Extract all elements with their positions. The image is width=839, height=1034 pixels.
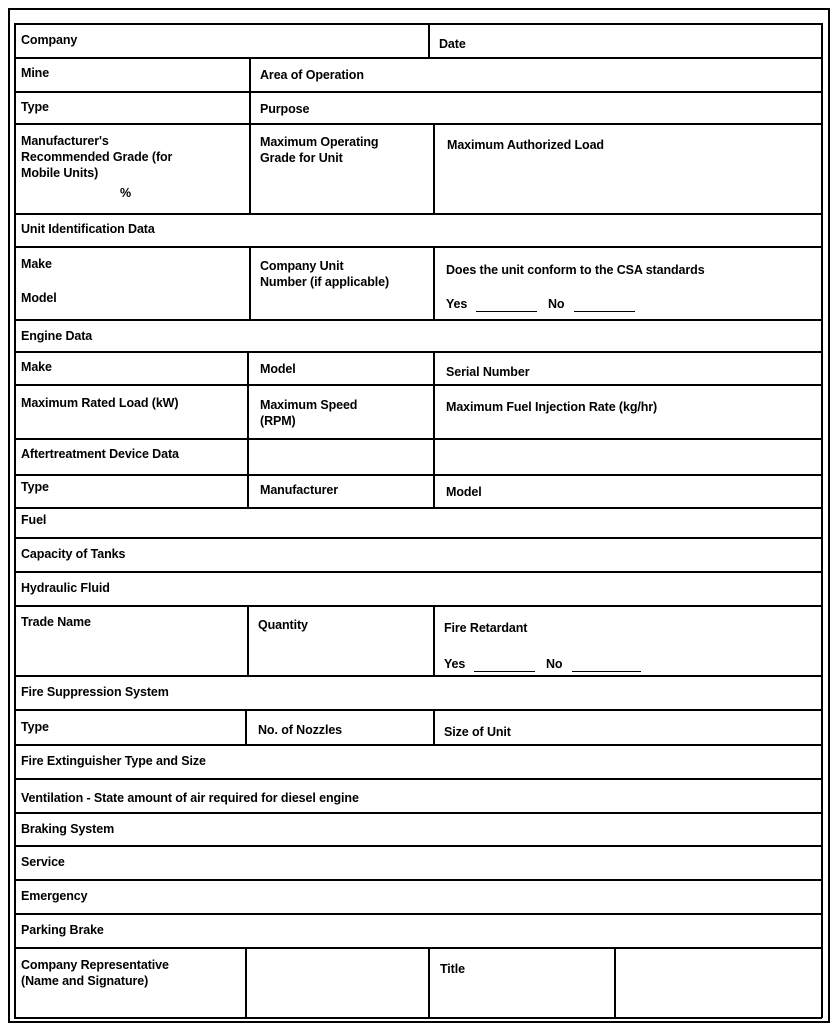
aftertreatment-heading: Aftertreatment Device Data — [21, 447, 179, 461]
rule — [14, 812, 822, 814]
rule — [14, 744, 822, 746]
rule — [433, 246, 435, 319]
service-label: Service — [21, 855, 65, 869]
make-label: Make — [21, 257, 52, 271]
engine-model-label: Model — [260, 362, 296, 376]
engine-make-label: Make — [21, 360, 52, 374]
csa-yes-label: Yes — [446, 297, 468, 311]
area-of-operation-label: Area of Operation — [260, 68, 364, 82]
rule — [14, 438, 822, 440]
trade-name-label: Trade Name — [21, 615, 91, 629]
company-unit-label-line1: Company Unit — [260, 259, 344, 273]
fire-retardant-no-label: No — [546, 657, 563, 671]
max-op-grade-label-line1: Maximum Operating — [260, 135, 379, 149]
ventilation-label: Ventilation - State amount of air required for diesel engine — [21, 791, 359, 805]
fire-retardant-yes-label: Yes — [444, 657, 466, 671]
rule — [428, 23, 430, 57]
rule — [14, 319, 822, 321]
max-rated-load-label: Maximum Rated Load (kW) — [21, 396, 179, 410]
rule — [14, 23, 822, 25]
company-representative-label-line1: Company Representative — [21, 958, 169, 972]
rule — [247, 351, 249, 507]
rule — [14, 605, 822, 607]
rule — [14, 507, 822, 509]
title-label: Title — [440, 962, 465, 976]
csa-no-field[interactable] — [574, 311, 635, 312]
type-label: Type — [21, 100, 49, 114]
capacity-of-tanks-label: Capacity of Tanks — [21, 547, 126, 561]
rule — [433, 123, 435, 213]
rule — [14, 709, 822, 711]
mine-label: Mine — [21, 66, 50, 80]
max-fuel-injection-label: Maximum Fuel Injection Rate (kg/hr) — [446, 400, 658, 414]
max-op-grade-label-line2: Grade for Unit — [260, 151, 343, 165]
rule — [245, 947, 247, 1017]
hydraulic-fluid-heading: Hydraulic Fluid — [21, 581, 110, 595]
rule — [433, 605, 435, 675]
rule — [14, 778, 822, 780]
emergency-label: Emergency — [21, 889, 88, 903]
rule — [14, 845, 822, 847]
aftertreatment-type-label: Type — [21, 480, 49, 494]
rule — [249, 246, 251, 319]
rule — [14, 213, 822, 215]
max-speed-label-line1: Maximum Speed — [260, 398, 358, 412]
rule — [14, 474, 822, 476]
fire-retardant-no-field[interactable] — [572, 671, 641, 672]
aftertreatment-manufacturer-label: Manufacturer — [260, 483, 338, 497]
unit-identification-heading: Unit Identification Data — [21, 222, 155, 236]
mfr-grade-label-line2: Recommended Grade (for — [21, 150, 173, 164]
rule — [14, 913, 822, 915]
company-label: Company — [21, 33, 78, 47]
mfr-grade-label-line1: Manufacturer's — [21, 134, 109, 148]
fuel-label: Fuel — [21, 513, 47, 527]
rule — [14, 23, 16, 1018]
rule — [14, 91, 822, 93]
percent-sign: % — [120, 186, 132, 200]
rule — [433, 351, 435, 507]
rule — [14, 57, 822, 59]
rule — [14, 246, 822, 248]
mfr-grade-label-line3: Mobile Units) — [21, 166, 99, 180]
rule — [14, 947, 822, 949]
model-label: Model — [21, 291, 57, 305]
rule — [821, 23, 823, 1018]
engine-data-heading: Engine Data — [21, 329, 93, 343]
date-label: Date — [439, 37, 466, 51]
max-speed-label-line2: (RPM) — [260, 414, 296, 428]
max-authorized-load-label: Maximum Authorized Load — [447, 138, 604, 152]
rule — [247, 605, 249, 675]
rule — [14, 879, 822, 881]
company-representative-label-line2: (Name and Signature) — [21, 974, 149, 988]
rule — [614, 947, 616, 1017]
size-of-unit-label: Size of Unit — [444, 725, 511, 739]
rule — [14, 571, 822, 573]
nozzles-label: No. of Nozzles — [258, 723, 343, 737]
fire-retardant-label: Fire Retardant — [444, 621, 528, 635]
fire-retardant-yes-field[interactable] — [474, 671, 535, 672]
rule — [14, 351, 822, 353]
equipment-approval-form — [14, 23, 822, 1017]
quantity-label: Quantity — [258, 618, 308, 632]
fire-suppression-heading: Fire Suppression System — [21, 685, 169, 699]
company-unit-label-line2: Number (if applicable) — [260, 275, 390, 289]
aftertreatment-model-label: Model — [446, 485, 482, 499]
serial-number-label: Serial Number — [446, 365, 530, 379]
fire-suppression-type-label: Type — [21, 720, 49, 734]
fire-extinguisher-label: Fire Extinguisher Type and Size — [21, 754, 206, 768]
rule — [14, 1017, 822, 1019]
rule — [14, 675, 822, 677]
rule — [14, 537, 822, 539]
parking-brake-label: Parking Brake — [21, 923, 104, 937]
rule — [433, 709, 435, 744]
csa-question-label: Does the unit conform to the CSA standards — [446, 263, 705, 277]
braking-system-heading: Braking System — [21, 822, 115, 836]
rule — [428, 947, 430, 1017]
rule — [14, 123, 822, 125]
csa-yes-field[interactable] — [476, 311, 537, 312]
purpose-label: Purpose — [260, 102, 310, 116]
rule — [249, 57, 251, 213]
rule — [245, 709, 247, 744]
csa-no-label: No — [548, 297, 565, 311]
rule — [14, 384, 822, 386]
